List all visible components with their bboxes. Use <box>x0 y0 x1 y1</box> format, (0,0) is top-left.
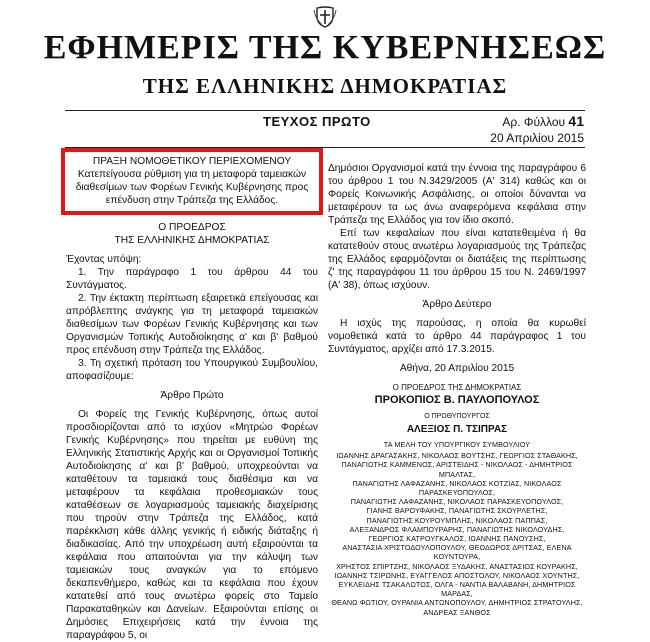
act-heading: ΠΡΑΞΗ ΝΟΜΟΘΕΤΙΚΟΥ ΠΕΡΙΕΧΟΜΕΝΟΥ <box>92 156 292 167</box>
president-of: ΤΗΣ ΕΛΛΗΝΙΚΗΣ ΔΗΜΟΚΡΑΤΙΑΣ <box>114 235 270 246</box>
member-line: ΑΛΕΞΑΝΔΡΟΣ ΦΛΑΜΠΟΥΡΑΡΗΣ, ΠΑΝΑΓΙΩΤΗΣ ΝΙΚΟΛΟΥΔΗΣ, <box>349 524 565 534</box>
place-date: Αθήνα, 20 Απριλίου 2015 <box>399 363 515 374</box>
considering-item-1: 1. Την παράγραφο 1 του άρθρου 44 του Συντάγματος. <box>66 267 318 291</box>
sheet-number <box>502 113 584 129</box>
act-subject: Κατεπείγουσα ρύθμιση για τη μεταφορά ταμειακών διαθεσίμων των Φορέων Γενικής Κυβέρνησης προς επένδυση στην Τράπεζα της Ελλάδος. <box>75 169 309 206</box>
article-one-text: Οι Φορείς της Γενικής Κυβέρνησης, όπως αυτοί προσδιορίζονται από το ισχύον «Μητρώο Φορέων Γενικής Κυβέρνησης» που τηρείται με ευθύνη της Ελληνικής Στατιστικής Αρχής και οι Οργανισμοί Τοπικής Αυτοδιοίκησης α' και β' βαθμού, υποχρεούνται να καταθέτουν τα ταμειακά τους διαθέσιμα και να μεταφέρουν τα κεφάλαια προθεσμιακών τους καταθέσεων σε λογαριασμούς ταμειακής διαχείρισης που τηρούν στην Τράπεζα της Ελλάδος, κατά παρέκκλιση κάθε άλλης γενικής ή ειδικής διάταξης ή διαδικασίας. Από την υποχρέωση αυτή εξαιρούνται τα κεφάλαια που απαιτούνται για την κάλυψη των ταμειακών τους αναγκών για το επόμενο δεκαπενθήμερο, καθώς και τα κεφάλαια που έχουν κατατεθεί από τους ανωτέρω φορείς στο Ταμείο Παρακαταθηκών και Δανείων. Εξαιρούνται επίσης οι Δημόσιες Επιχειρήσεις κατά την έννοια της παραγράφου 5, οι <box>66 409 318 641</box>
article-two-text: Η ισχύς της παρούσας, η οποία θα κυρωθεί νομοθετικά κατά το άρθρο 44 παράγραφος 1 του Συντάγματος, αρχίζει από 17.3.2015. <box>328 318 586 355</box>
president-title: Ο ΠΡΟΕΔΡΟΣ <box>158 222 226 233</box>
pm-name: ΑΛΕΞΙΟΣ Π. ΤΣΙΠΡΑΣ <box>406 424 508 435</box>
highlighted-act-box <box>61 148 323 215</box>
president-label: Ο ΠΡΟΕΔΡΟΣ ΤΗΣ ΔΗΜΟΚΡΑΤΙΑΣ <box>392 383 522 392</box>
member-line: ΠΑΝΑΓΙΩΤΗΣ ΚΟΥΡΟΥΜΠΛΗΣ, ΝΙΚΟΛΑΟΣ ΠΑΠΠΑΣ, <box>366 515 548 525</box>
sheet-label: Αρ. Φύλλου <box>502 115 566 129</box>
council-label: ΤΑ ΜΕΛΗ ΤΟΥ ΥΠΟΥΡΓΙΚΟΥ ΣΥΜΒΟΥΛΙΟΥ <box>383 440 531 449</box>
member-line: ΕΥΚΛΕΙΔΗΣ ΤΣΑΚΑΛΩΤΟΣ, ΟΛΓΑ - ΝΑΝΤΙΑ ΒΑΛΑΒΑΝΗ, ΔΗΜΗΤΡΙΟΣ ΜΑΡΔΑΣ, <box>338 580 576 599</box>
member-line: ΠΑΝΑΓΙΩΤΗΣ ΛΑΦΑΖΑΝΗΣ, ΝΙΚΟΛΑΟΣ ΚΟΤΖΙΑΣ, ΝΙΚΟΛΑΟΣ ΠΑΡΑΣΚΕΥΟΠΟΥΛΟΣ, <box>352 478 562 498</box>
article-two-heading: Άρθρο Δεύτερο <box>422 299 492 310</box>
issue-label: ΤΕΥΧΟΣ ΠΡΩΤΟ <box>263 114 371 129</box>
gazette-title: ΕΦΗΜΕΡΙΣ ΤΗΣ ΚΥΒΕΡΝΗΣΕΩΣ <box>43 29 607 66</box>
sheet-value: 41 <box>568 113 584 129</box>
pm-label: Ο ΠΡΩΘΥΠΟΥΡΓΟΣ <box>424 413 490 420</box>
member-line: ΠΑΝΑΓΙΩΤΗΣ ΚΑΜΜΕΝΟΣ, ΑΡΙΣΤΕΙΔΗΣ - ΝΙΚΟΛΑΟΣ - ΔΗΜΗΤΡΙΟΣ ΜΠΑΛΤΑΣ, <box>341 460 573 479</box>
article-one-continued: Δημόσιοι Οργανισμοί κατά την έννοια της παραγράφου 6 του άρθρου 1 του Ν.3429/2005 (Α' 314) καθώς και οι Φορείς Κοινωνικής Ασφάλισης, οι οποίοι δύνανται να μεταφέρουν τα ως άνω αναφερόμενα κεφάλαια στην Τράπεζα της Ελλάδος για τον ίδιο σκοπό. <box>328 163 586 226</box>
council-members <box>328 451 586 617</box>
member-line: ΧΡΗΣΤΟΣ ΣΠΙΡΤΖΗΣ, ΝΙΚΟΛΑΟΣ ΞΥΔΑΚΗΣ, ΑΝΑΣΤΑΣΙΟΣ ΚΟΥΡΑΚΗΣ, <box>336 561 578 571</box>
member-line: ΓΕΩΡΓΙΟΣ ΚΑΤΡΟΥΓΚΑΛΟΣ, ΙΩΑΝΝΗΣ ΠΑΝΟΥΣΗΣ, <box>368 534 546 544</box>
member-line: ΙΩΑΝΝΗΣ ΔΡΑΓΑΣΑΚΗΣ, ΝΙΚΟΛΑΟΣ ΒΟΥΤΣΗΣ, ΓΕΩΡΓΙΟΣ ΣΤΑΘΑΚΗΣ, <box>336 451 578 461</box>
member-line: ΑΝΑΣΤΑΣΙΑ ΧΡΙΣΤΟΔΟΥΛΟΠΟΥΛΟΥ, ΘΕΟΔΩΡΟΣ ΔΡΙΤΣΑΣ, ΕΛΕΝΑ ΚΟΥΝΤΟΥΡΑ, <box>342 543 572 562</box>
gazette-subtitle: ΤΗΣ ΕΛΛΗΝΙΚΗΣ ΔΗΜΟΚΡΑΤΙΑΣ <box>142 74 508 98</box>
article-one-paragraph-2: Επί των κεφαλαίων που είναι κατατεθειμένα ή θα κατατεθούν στους ανωτέρω λογαριασμούς της Τράπεζας της Ελλάδος εφαρμόζονται οι διατάξεις της περίπτωσης ζ' της παραγράφου 11 του άρθρου 15 του Ν. 2469/1997 (Α' 38), όπως ισχύουν. <box>328 228 586 291</box>
considering-item-3: 3. Τη σχετική πρόταση του Υπουργικού Συμβουλίου, αποφασίζουμε: <box>66 358 318 382</box>
member-line: ΑΝΔΡΕΑΣ ΞΑΝΘΟΣ <box>423 607 491 617</box>
coat-of-arms-icon <box>313 6 337 28</box>
member-line: ΘΕΑΝΩ ΦΩΤΙΟΥ, ΟΥΡΑΝΙΑ ΑΝΤΩΝΟΠΟΥΛΟΥ, ΔΗΜΗΤΡΙΟΣ ΣΤΡΑΤΟΥΛΗΣ, <box>331 598 583 608</box>
left-column <box>66 152 318 642</box>
member-line: ΙΩΑΝΝΗΣ ΤΣΙΡΩΝΗΣ, ΕΥΑΓΓΕΛΟΣ ΑΠΟΣΤΟΛΟΥ, ΝΙΚΟΛΑΟΣ ΧΟΥΝΤΗΣ, <box>334 570 580 580</box>
header-divider <box>65 110 585 111</box>
right-column <box>328 162 586 617</box>
member-line: ΠΑΝΑΓΙΩΤΗΣ ΛΑΦΑΖΑΝΗΣ, ΝΙΚΟΛΑΟΣ ΠΑΡΑΣΚΕΥΟΠΟΥΛΟΣ, <box>350 497 564 507</box>
considering-item-2: 2. Την έκτακτη περίπτωση εξαιρετικά επείγουσας και απρόβλεπτης ανάγκης για τη μεταφορά ταμειακών διαθεσίμων των Φορέων Γενικής Κυβέρνησης και των Οργανισμών Τοπικής Αυτοδιοίκησης α' και β' βαθμού προς επένδυση στην Τράπεζα της Ελλάδος. <box>66 293 318 356</box>
considering-heading: Έχοντας υπόψη: <box>66 254 142 265</box>
issue-date: 20 Απριλίου 2015 <box>490 131 584 145</box>
article-one-heading: Άρθρο Πρώτο <box>160 390 224 401</box>
president-name: ΠΡΟΚΟΠΙΟΣ Β. ΠΑΥΛΟΠΟΥΛΟΣ <box>374 394 540 406</box>
member-line: ΓΙΑΝΗΣ ΒΑΡΟΥΦΑΚΗΣ, ΠΑΝΑΓΙΩΤΗΣ ΣΚΟΥΡΛΕΤΗΣ, <box>366 506 548 516</box>
